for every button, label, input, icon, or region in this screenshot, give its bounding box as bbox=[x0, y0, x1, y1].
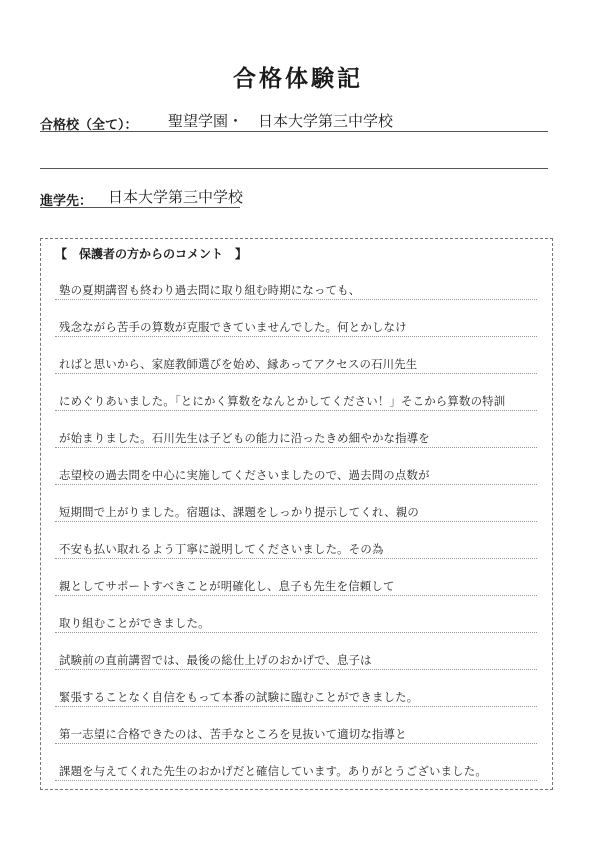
comment-rule bbox=[55, 743, 537, 744]
document-title: 合格体験記 bbox=[233, 66, 363, 92]
comment-rule bbox=[55, 521, 537, 522]
comment-rule bbox=[55, 336, 537, 337]
destination-label: 進学先： bbox=[40, 194, 93, 209]
comment-rule bbox=[55, 299, 537, 300]
comment-rule bbox=[55, 558, 537, 559]
comment-line-text: 取り組むことができました。 bbox=[59, 616, 210, 630]
comment-line-text: 短期間で上がりました。宿題は、課題をしっかり提示してくれ、親の bbox=[59, 505, 419, 519]
comment-line-text: が始まりました。石川先生は子どもの能力に沿ったきめ細やかな指導を bbox=[59, 431, 430, 445]
comment-rule bbox=[55, 669, 537, 670]
comment-rule bbox=[55, 447, 537, 448]
comment-line-text: 残念ながら苦手の算数が克服できていませんでした。何とかしなけ bbox=[59, 320, 407, 334]
comment-line-text: にめぐりあいました。「とにかく算数をなんとかしてください！」そこから算数の特訓 bbox=[59, 394, 506, 408]
schools-underline bbox=[40, 131, 548, 132]
comment-line-text: 不安も払い取れるよう丁寧に説明してくださいました。その為 bbox=[59, 542, 384, 556]
schools-value: 聖望学園・ 日本大学第三中学校 bbox=[168, 112, 394, 130]
schools-underline-2 bbox=[40, 168, 548, 169]
schools-label: 合格校（全て）： bbox=[40, 118, 138, 133]
destination-value: 日本大学第三中学校 bbox=[108, 188, 244, 206]
comment-line-text: 緊張することなく自信をもって本番の試験に臨むことができました。 bbox=[59, 690, 419, 704]
comment-rule bbox=[55, 410, 537, 411]
comment-rule bbox=[55, 632, 537, 633]
comment-rule bbox=[55, 373, 537, 374]
comment-line-text: 試験前の直前講習では、最後の総仕上げのおかげで、息子は bbox=[59, 653, 372, 667]
comment-line-text: ればと思いから、家庭教師選びを始め、縁あってアクセスの石川先生 bbox=[59, 357, 418, 371]
comment-rule bbox=[55, 595, 537, 596]
comment-rule bbox=[55, 780, 537, 781]
comment-line-text: 課題を与えてくれた先生のおかげだと確信しています。ありがとうございました。 bbox=[59, 764, 487, 778]
comment-line-text: 第一志望に合格できたのは、苦手なところを見抜いて適切な指導と bbox=[59, 727, 407, 741]
comment-line-text: 塾の夏期講習も終わり過去問に取り組む時期になっても、 bbox=[59, 283, 361, 297]
comment-box bbox=[40, 238, 553, 790]
comment-header: 【 保護者の方からのコメント 】 bbox=[55, 247, 248, 261]
destination-underline bbox=[40, 207, 240, 208]
comment-rule bbox=[55, 484, 537, 485]
comment-line-text: 親としてサポートすべきことが明確化し、息子も先生を信頼して bbox=[59, 579, 395, 593]
comment-line-text: 志望校の過去問を中心に実施してくださいましたので、過去問の点数が bbox=[59, 468, 430, 482]
comment-rule bbox=[55, 706, 537, 707]
